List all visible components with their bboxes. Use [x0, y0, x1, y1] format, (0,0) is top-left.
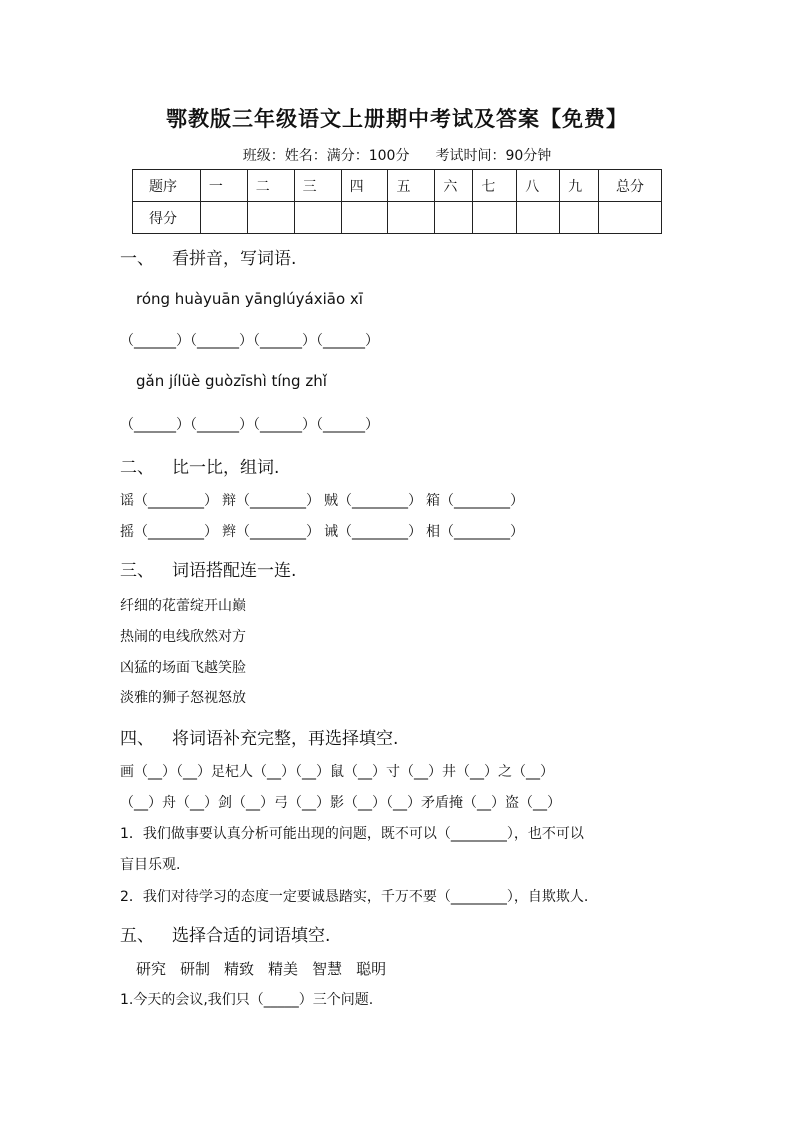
question-1-line-2: 盲目乐观.: [120, 857, 181, 873]
word-bank-item: 聪明: [356, 960, 387, 978]
matching-line: 纤细的花蕾绽开山巅: [120, 598, 246, 614]
score-table-header-row: [133, 170, 662, 202]
section-1-heading: [120, 244, 296, 269]
score-cell[interactable]: [517, 202, 560, 234]
header-cell: 一: [200, 170, 247, 202]
page-title: 鄂教版三年级语文上册期中考试及答案【免费】: [166, 107, 628, 131]
row-label: 得分: [133, 202, 201, 234]
section-4-heading: [120, 724, 398, 749]
word-bank: [136, 958, 386, 979]
header-cell: 五: [388, 170, 435, 202]
header-cell: 七: [473, 170, 517, 202]
word-bank-item: 研究: [136, 960, 167, 978]
fill-question-1: 1.今天的会议,我们只（_____）三个问题.: [120, 992, 374, 1008]
score-cell[interactable]: [473, 202, 517, 234]
header-cell: 九: [560, 170, 599, 202]
section-number: 二、: [120, 458, 154, 478]
idiom-row-1[interactable]: 画（__）（__）足杞人（__）（__）鼠（__）寸（__）井（__）之（__）: [120, 764, 554, 780]
word-blank[interactable]: 诫（________）: [324, 524, 422, 540]
section-title: 看拼音，写词语.: [172, 249, 297, 269]
header-cell: 八: [517, 170, 560, 202]
header-cell: 二: [247, 170, 294, 202]
score-cell[interactable]: [435, 202, 473, 234]
section-number: 四、: [120, 729, 154, 749]
score-cell[interactable]: [388, 202, 435, 234]
score-cell[interactable]: [294, 202, 341, 234]
section-number: 一、: [120, 249, 154, 269]
section-title: 选择合适的词语填空.: [172, 926, 331, 946]
score-table-score-row: [133, 202, 662, 234]
word-bank-item: 智慧: [312, 960, 343, 978]
score-cell[interactable]: [599, 202, 662, 234]
section-title: 比一比，组词.: [172, 458, 280, 478]
matching-line: 凶猛的场面飞越笑脸: [120, 660, 246, 676]
section-5-heading: [120, 921, 330, 946]
section-title: 词语搭配连一连.: [172, 561, 297, 581]
score-cell[interactable]: [247, 202, 294, 234]
word-bank-item: 研制: [180, 960, 211, 978]
section-number: 五、: [120, 926, 154, 946]
answer-blanks-2[interactable]: （______）（______）（______）（______）: [120, 417, 379, 433]
answer-blanks-1[interactable]: （______）（______）（______）（______）: [120, 333, 379, 349]
header-cell: 题序: [133, 170, 201, 202]
word-blank[interactable]: 相（________）: [426, 524, 524, 540]
word-blank[interactable]: 摇（________）: [120, 524, 218, 540]
section-2-heading: [120, 453, 279, 478]
compare-row-1: [120, 490, 524, 510]
idiom-row-2[interactable]: （__）舟（__）剑（__）弓（__）影（__）（__）矛盾掩（__）盗（__）: [120, 795, 561, 811]
score-table: [132, 169, 662, 234]
pinyin-line-1: róng huàyuān yānglúyáxiāo xī: [136, 290, 363, 308]
matching-line: 淡雅的狮子怒视怒放: [120, 690, 246, 706]
section-3-heading: [120, 556, 296, 581]
question-1-line-1: 1．我们做事要认真分析可能出现的问题，既不可以（________），也不可以: [120, 826, 584, 842]
pinyin-line-2: gǎn jílüè guòzīshì tíng zhǐ: [136, 372, 327, 390]
score-cell[interactable]: [200, 202, 247, 234]
exam-time: 考试时间：90分钟: [435, 148, 552, 164]
exam-info: [0, 145, 794, 165]
word-blank[interactable]: 箱（________）: [426, 493, 524, 509]
word-blank[interactable]: 辫（________）: [222, 524, 320, 540]
word-bank-item: 精美: [268, 960, 299, 978]
word-blank[interactable]: 谣（________）: [120, 493, 218, 509]
matching-line: 热闹的电线欣然对方: [120, 629, 246, 645]
compare-row-2: [120, 521, 524, 541]
word-blank[interactable]: 辩（________）: [222, 493, 320, 509]
word-bank-item: 精致: [224, 960, 255, 978]
class-name-score: 班级：姓名：满分：100分: [242, 148, 410, 164]
section-number: 三、: [120, 561, 154, 581]
header-cell: 三: [294, 170, 341, 202]
score-cell[interactable]: [560, 202, 599, 234]
section-title: 将词语补充完整，再选择填空.: [172, 729, 399, 749]
word-blank[interactable]: 贼（________）: [324, 493, 422, 509]
score-cell[interactable]: [341, 202, 388, 234]
question-2: 2．我们对待学习的态度一定要诚恳踏实，千万不要（________），自欺欺人.: [120, 889, 589, 905]
header-cell: 六: [435, 170, 473, 202]
header-cell: 四: [341, 170, 388, 202]
header-cell: 总分: [599, 170, 662, 202]
